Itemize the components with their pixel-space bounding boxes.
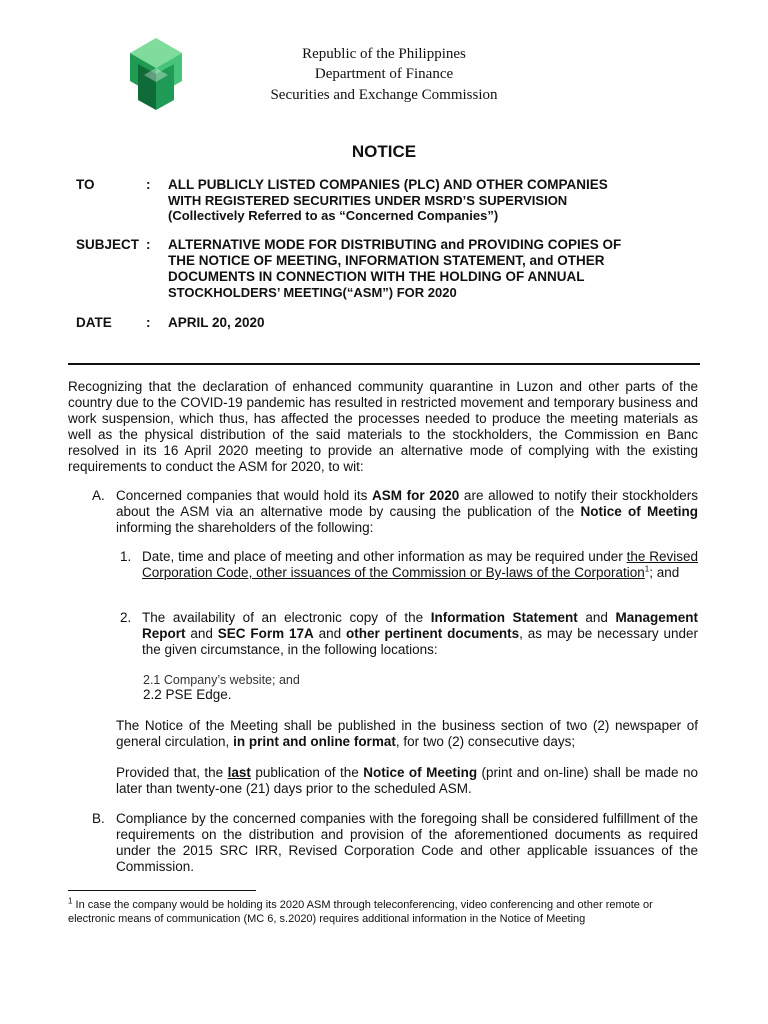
subject-label: SUBJECT	[76, 237, 140, 252]
item-2-bold-other-docs: other pertinent documents	[345, 626, 520, 641]
sec-logo	[128, 38, 184, 112]
to-line-2: WITH REGISTERED SECURITIES UNDER MSRD’S SUPERVISION	[168, 192, 568, 208]
provided-bold-notice: Notice of Meeting	[363, 765, 478, 780]
footnote	[68, 898, 698, 926]
provided-text-3: (print and on-line) shall be made no later than twenty-one (21) days prior to the scheduled ASM.	[116, 765, 698, 796]
to-colon: :	[146, 177, 151, 192]
notice-title: NOTICE	[351, 142, 417, 161]
date-value	[168, 315, 644, 331]
footnote-ref: 1	[644, 564, 650, 574]
item-1-text-1: Date, time and place of meeting and other information as may be required under	[142, 549, 627, 564]
intro-paragraph: Recognizing that the declaration of enhanced community quarantine in Luzon and other parts of the country due to the COVID-19 pandemic has resulted in restricted movement and temporary business and work suspension, which thus, has affected the processes needed to produce the meeting materials as well as the physical distribution of the said materials to the stockholders, the Commission en Banc resolved in its 16 April 2020 meeting to provide an alternative mode of complying with the existing requirements to conduct the ASM for 2020, to wit:	[68, 379, 698, 474]
item-2-text-1: The availability of an electronic copy of the	[142, 610, 431, 625]
item-a-bold-asm: ASM for 2020	[371, 488, 460, 503]
letterhead-line-republic: Republic of the Philippines	[302, 46, 466, 62]
letterhead-line-department: Department of Finance	[314, 66, 454, 82]
provided-bold-last: last	[227, 765, 251, 780]
sub-item-2-1: 2.1 Company’s website; and	[143, 673, 300, 687]
item-2-text-4: and	[313, 626, 346, 641]
item-a-text-1: Concerned companies that would hold its	[116, 488, 372, 503]
subject-line-1: ALTERNATIVE MODE FOR DISTRIBUTING and PROVIDING COPIES OF	[168, 237, 622, 252]
publish-text-1: The Notice of the Meeting shall be published in the business section of two (2) newspaper of general circulation,	[116, 718, 698, 749]
item-a-text-3: informing the shareholders of the following:	[116, 520, 374, 535]
to-value	[168, 177, 644, 224]
to-line-3: (Collectively Referred to as “Concerned Companies”)	[168, 208, 499, 223]
item-2-text-3: and	[185, 626, 218, 641]
provided-paragraph	[116, 765, 698, 797]
item-1-text-2: ; and	[649, 565, 680, 580]
item-1-text	[142, 549, 698, 581]
item-a-text	[116, 488, 698, 536]
subject-colon: :	[146, 237, 151, 252]
date-colon: :	[146, 315, 151, 330]
provided-text-2: publication of the	[250, 765, 364, 780]
date-label: DATE	[76, 315, 112, 330]
sub-item-2-2: 2.2 PSE Edge.	[143, 687, 232, 702]
item-2-bold-mgmt-report: Management Report	[142, 610, 698, 641]
subject-value	[168, 237, 644, 301]
item-a-bold-notice: Notice of Meeting	[580, 504, 698, 519]
footnote-number: 1	[68, 896, 73, 906]
subject-line-2: THE NOTICE OF MEETING, INFORMATION STATEMENT, and OTHER	[168, 253, 605, 268]
subject-line-4: STOCKHOLDERS’ MEETING(“ASM”) FOR 2020	[168, 285, 457, 300]
item-2-bold-info-statement: Information Statement	[430, 610, 578, 625]
item-a-marker: A.	[92, 488, 105, 503]
item-a-text-2: are allowed to notify their stockholders about the ASM via an alternative mode by causing the publication of the	[116, 488, 698, 519]
letterhead-line-sec: Securities and Exchange Commission	[270, 87, 498, 103]
item-2-text-2: and	[577, 610, 616, 625]
item-2-text	[142, 610, 698, 658]
footnote-divider	[68, 890, 256, 891]
item-1-underlined-reference: the Revised Corporation Code, other issuances of the Commission or By-laws of the Corporation	[142, 549, 698, 580]
item-b-marker: B.	[92, 811, 105, 826]
item-b-text: Compliance by the concerned companies with the foregoing shall be considered fulfillment of the requirements on the distribution and provision of the aforementioned documents as required under the 2015 SRC IRR, Revised Corporation Code and other applicable issuances of the Commission.	[116, 811, 698, 874]
publish-text-2: , for two (2) consecutive days;	[395, 734, 576, 749]
publish-bold-format: in print and online format	[233, 734, 396, 749]
to-label: TO	[76, 177, 95, 192]
item-1-marker: 1.	[120, 549, 132, 564]
provided-text-1: Provided that, the	[116, 765, 228, 780]
subject-line-3: DOCUMENTS IN CONNECTION WITH THE HOLDING OF ANNUAL	[168, 269, 585, 284]
header-divider	[68, 363, 700, 365]
publish-paragraph	[116, 718, 698, 750]
footnote-text: In case the company would be holding its 2020 ASM through teleconferencing, video conferencing and other remote or electronic means of communication (MC 6, s.2020) requires additional information in the Notice of Meeting	[68, 899, 653, 925]
item-2-bold-form-17a: SEC Form 17A	[217, 626, 314, 641]
item-2-text-5: , as may be necessary under the given circumstance, in the following locations:	[142, 626, 699, 657]
to-line-1: ALL PUBLICLY LISTED COMPANIES (PLC) AND OTHER COMPANIES	[168, 177, 608, 192]
item-2-marker: 2.	[120, 610, 132, 625]
date-text: APRIL 20, 2020	[168, 315, 265, 330]
